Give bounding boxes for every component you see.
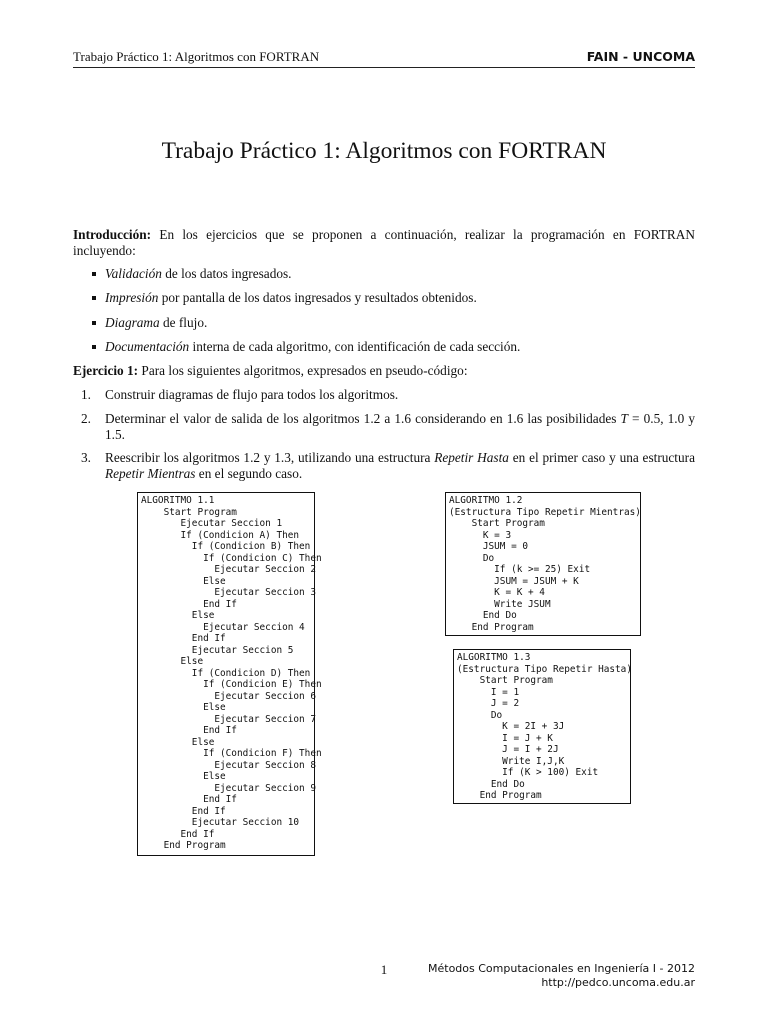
code-line: JSUM = 0 (449, 541, 529, 552)
code-line: End If (141, 725, 237, 736)
code-line: Ejecutar Seccion 4 (141, 621, 305, 633)
numbered-item (73, 411, 695, 443)
code-line: Ejecutar Seccion 9 (141, 782, 316, 794)
bullet-text: de flujo. (159, 315, 208, 330)
bullet-item (92, 315, 692, 331)
footer-url: http://pedco.uncoma.edu.ar (541, 976, 695, 989)
intro-label: Introducción: (73, 227, 152, 242)
running-header-institution: FAIN - UNCOMA (586, 49, 695, 64)
page-number: 1 (380, 962, 388, 977)
algorithm-1-1-box (137, 492, 322, 856)
code-line: End If (141, 805, 226, 817)
code-line: K = 3 (449, 529, 512, 541)
code-line: Do (457, 709, 503, 721)
code-line: If (Condicion F) Then (141, 748, 322, 759)
item-text-part: en el segundo caso. (195, 466, 303, 481)
algorithm-1-2-box (445, 492, 641, 636)
footer-info (428, 962, 695, 990)
code-line: ALGORITMO 1.2 (449, 495, 523, 506)
code-line: End Program (449, 621, 534, 633)
code-line: Else (141, 771, 226, 782)
item-text (105, 450, 695, 482)
bullet-item (92, 290, 692, 306)
code-line: Write JSUM (449, 598, 551, 610)
code-line: End Do (449, 610, 517, 621)
code-line: ALGORITMO 1.3 (457, 652, 531, 663)
bullet-emphasis: Diagrama (105, 315, 160, 330)
code-line: (Estructura Tipo Repetir Hasta) (457, 663, 632, 675)
item-text (105, 411, 695, 443)
code-line: Ejecutar Seccion 3 (141, 587, 316, 598)
code-line: Ejecutar Seccion 5 (141, 644, 294, 656)
code-line: Start Program (141, 506, 237, 518)
item-number: 1. (81, 387, 91, 402)
bullet-item (92, 339, 692, 355)
code-line: Else (141, 575, 226, 587)
code-line: End Program (141, 840, 226, 851)
bullet-square-icon (92, 296, 96, 300)
header-rule (73, 67, 695, 68)
code-line: End Do (457, 778, 525, 790)
code-line: Ejecutar Seccion 2 (141, 564, 316, 575)
code-line: (Estructura Tipo Repetir Mientras) (449, 506, 641, 518)
code-line: If (Condicion B) Then (141, 541, 311, 552)
item-text-part: = 0.5, 1.0 y 1.5. (105, 411, 696, 442)
running-header-title: Trabajo Práctico 1: Algoritmos con FORTRAN (73, 49, 320, 64)
bullet-text: de los datos ingresados. (161, 266, 292, 281)
code-line: Ejecutar Seccion 1 (141, 518, 283, 529)
item-text: Construir diagramas de flujo para todos los algoritmos. (105, 387, 399, 402)
exercise-label: Ejercicio 1: (73, 363, 139, 378)
code-line: End If (141, 633, 226, 644)
algorithm-1-3-box (453, 649, 631, 804)
numbered-item (73, 450, 695, 482)
item-text-part: en el primer caso y una estructura (508, 450, 695, 465)
bullet-square-icon (92, 321, 96, 325)
intro-text: En los ejercicios que se proponen a continuación, realizar la programación en FORTRAN incluyendo: (73, 227, 695, 258)
code-line: End If (141, 794, 237, 805)
footer-course: Métodos Computacionales en Ingeniería I - 2012 (428, 962, 695, 975)
exercise-intro-text: Para los siguientes algoritmos, expresados en pseudo-código: (138, 363, 468, 378)
code-line: End Program (457, 790, 542, 801)
bullet-square-icon (92, 272, 96, 276)
numbered-item (73, 387, 695, 403)
code-line: End If (141, 598, 237, 610)
code-line: If (Condicion E) Then (141, 679, 322, 690)
bullet-emphasis: Documentación (105, 339, 190, 354)
code-line: I = 1 (457, 686, 520, 698)
code-line: Start Program (457, 675, 553, 686)
code-line: K = 2I + 3J (457, 721, 565, 732)
code-line: Ejecutar Seccion 7 (141, 713, 316, 725)
code-line: If (Condicion C) Then (141, 552, 322, 564)
code-line: Start Program (449, 518, 545, 529)
code-line: ALGORITMO 1.1 (141, 495, 215, 506)
code-line: J = 2 (457, 698, 520, 709)
bullet-text: interna de cada algoritmo, con identificación de cada sección. (189, 339, 521, 354)
code-line: K = K + 4 (449, 587, 545, 598)
code-line: End If (141, 828, 215, 840)
intro-paragraph (73, 227, 695, 259)
item-text-part: Reescribir los algoritmos 1.2 y 1.3, utilizando una estructura (105, 450, 435, 465)
code-line: Else (141, 656, 204, 667)
code-line: Ejecutar Seccion 6 (141, 690, 316, 702)
item-number: 2. (81, 411, 91, 426)
code-line: If (K > 100) Exit (457, 767, 599, 778)
code-line: Ejecutar Seccion 10 (141, 817, 300, 828)
bullet-emphasis: Impresión (105, 290, 159, 305)
item-emphasis: Repetir Hasta (434, 450, 509, 465)
code-line: If (Condicion A) Then (141, 529, 300, 541)
page-title: Trabajo Práctico 1: Algoritmos con FORTRAN (161, 138, 607, 164)
code-line: Else (141, 736, 215, 748)
item-text-part: Determinar el valor de salida de los algoritmos 1.2 a 1.6 considerando en 1.6 las posibilidades (105, 411, 621, 426)
exercise-heading (73, 363, 695, 379)
code-line: Else (141, 610, 215, 621)
bullet-square-icon (92, 345, 96, 349)
code-line: JSUM = JSUM + K (449, 575, 579, 587)
code-line: Ejecutar Seccion 8 (141, 759, 316, 771)
code-line: I = J + K (457, 732, 553, 744)
code-line: Do (449, 552, 495, 564)
code-line: Else (141, 702, 226, 713)
code-line: J = I + 2J (457, 744, 559, 755)
code-line: If (k >= 25) Exit (449, 564, 591, 575)
bullet-emphasis: Validación (105, 266, 162, 281)
item-variable: T (620, 411, 628, 426)
bullet-text: por pantalla de los datos ingresados y resultados obtenidos. (158, 290, 477, 305)
item-number: 3. (81, 450, 91, 465)
bullet-item (92, 266, 692, 282)
code-line: Write I,J,K (457, 755, 565, 767)
code-line: If (Condicion D) Then (141, 667, 311, 679)
item-emphasis: Repetir Mientras (105, 466, 196, 481)
